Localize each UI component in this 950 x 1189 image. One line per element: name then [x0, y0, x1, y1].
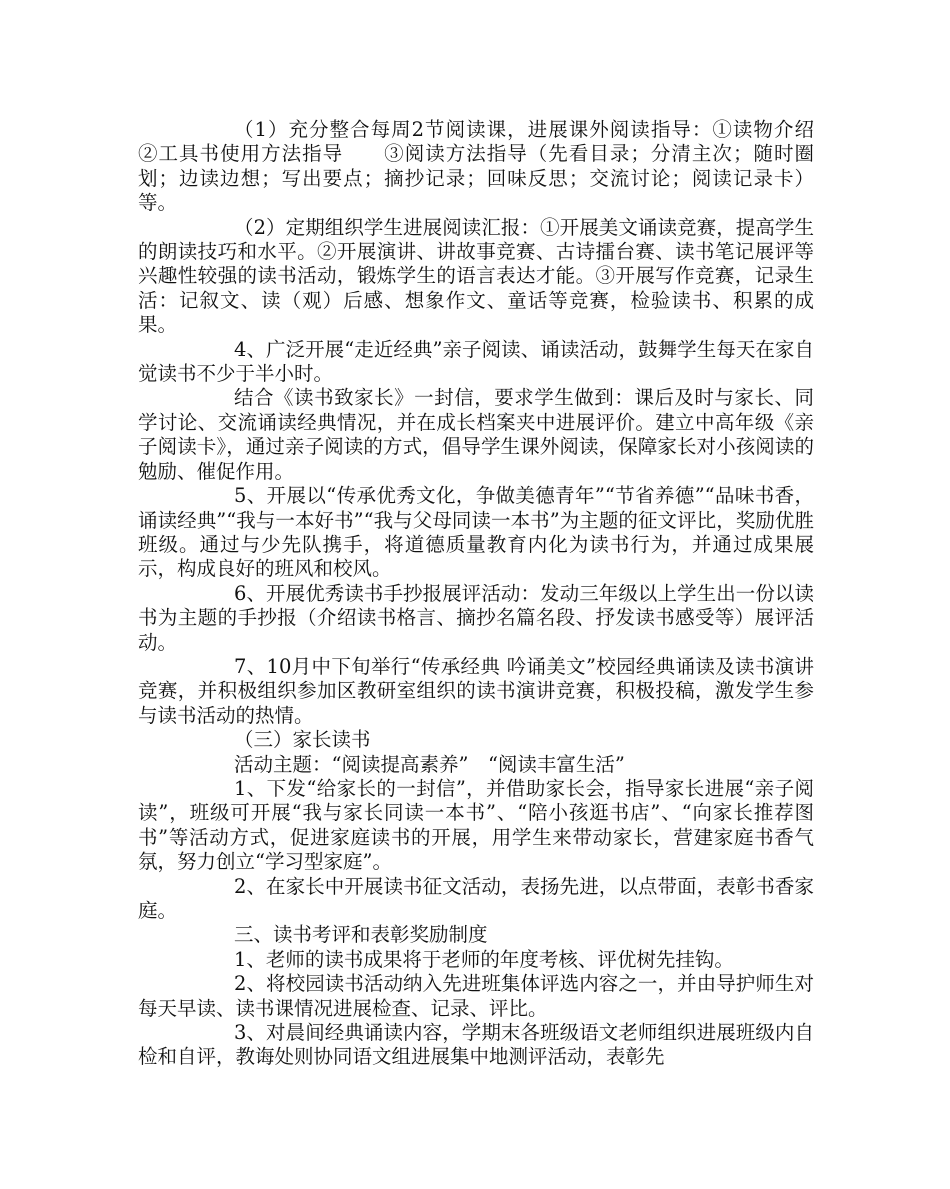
paragraph-reading-guidance: （1）充分整合每周2节阅读课，进展课外阅读指导：①读物介绍 ②工具书使用方法指导 ③阅读方法指导（先看目录；分清主次；随时圈划；边读边想；写出要点；摘抄记录；回味反思；交流讨论；阅读记录卡）等。: [138, 118, 854, 215]
paragraph-parent-essay: 2、在家长中开展读书征文活动，表扬先进，以点带面，表彰书香家庭。: [138, 874, 814, 922]
paragraph-teacher-assessment: 1、老师的读书成果将于老师的年度考核、评优树先挂钩。: [234, 947, 734, 971]
section-heading-parent-reading: （三）家长读书: [234, 728, 371, 752]
paragraph-classics-reading: 4、广泛开展“走近经典”亲子阅读、诵读活动，鼓舞学生每天在家自觉读书不少于半小时。: [138, 337, 814, 386]
paragraph-activity-theme: 活动主题：“阅读提高素养” “阅读丰富生活”: [234, 752, 625, 776]
paragraph-morning-recitation: 3、对晨间经典诵读内容，学期末各班级语文老师组织进展班级内自检和自评，教诲处则协同语文组进展集中地测评活动，表彰先: [138, 1021, 814, 1069]
document-body: [138, 118, 854, 1070]
paragraph-reading-report: （2）定期组织学生进展阅读汇报：①开展美文诵读竞赛，提高学生的朗读技巧和水平。②开展演讲、讲故事竞赛、古诗擂台赛、读书笔记展评等兴趣性较强的读书活动，锻炼学生的语言表达才能。③开展写作竞赛，记录生活：记叙文、读（观）后感、想象作文、童话等竞赛，检验读书、积累的成果。: [138, 215, 814, 337]
paragraph-essay-contest: 5、开展以“传承优秀文化，争做美德青年”“节省养德”“品味书香，诵读经典”“我与一本好书”“我与父母同读一本书”为主题的征文评比，奖励优胜班级。通过与少先队携手，将道德质量教育内化为读书行为，并通过成果展示，构成良好的班风和校风。: [138, 484, 814, 581]
paragraph-handwritten-newspaper: 6、开展优秀读书手抄报展评活动：发动三年级以上学生出一份以读书为主题的手抄报（介绍读书格言、摘抄名篇名段、抒发读书感受等）展评活动。: [138, 581, 814, 654]
paragraph-class-selection: 2、将校园读书活动纳入先进班集体评选内容之一，并由导护师生对每天早读、读书课情况进展检查、记录、评比。: [138, 972, 814, 1020]
paragraph-letter-to-parents: 1、下发“给家长的一封信”，并借助家长会，指导家长进展“亲子阅读”，班级可开展“我与家长同读一本书”、“陪小孩逛书店”、“向家长推荐图书”等活动方式，促进家庭读书的开展，用学生来带动家长，营建家庭书香气氛，努力创立“学习型家庭”。: [138, 776, 814, 874]
section-heading-evaluation: 三、读书考评和表彰奖励制度: [234, 923, 488, 947]
paragraph-speech-contest: 7、10月中下旬举行“传承经典 吟诵美文”校园经典诵读及读书演讲竞赛，并积极组织参加区教研室组织的读书演讲竞赛，积极投稿，激发学生参与读书活动的热情。: [138, 654, 814, 727]
paragraph-parent-letter: 结合《读书致家长》一封信，要求学生做到：课后及时与家长、同学讨论、交流诵读经典情况，并在成长档案夹中进展评价。建立中高年级《亲子阅读卡》，通过亲子阅读的方式，倡导学生课外阅读，保障家长对小孩阅读的勉励、催促作用。: [138, 386, 814, 483]
